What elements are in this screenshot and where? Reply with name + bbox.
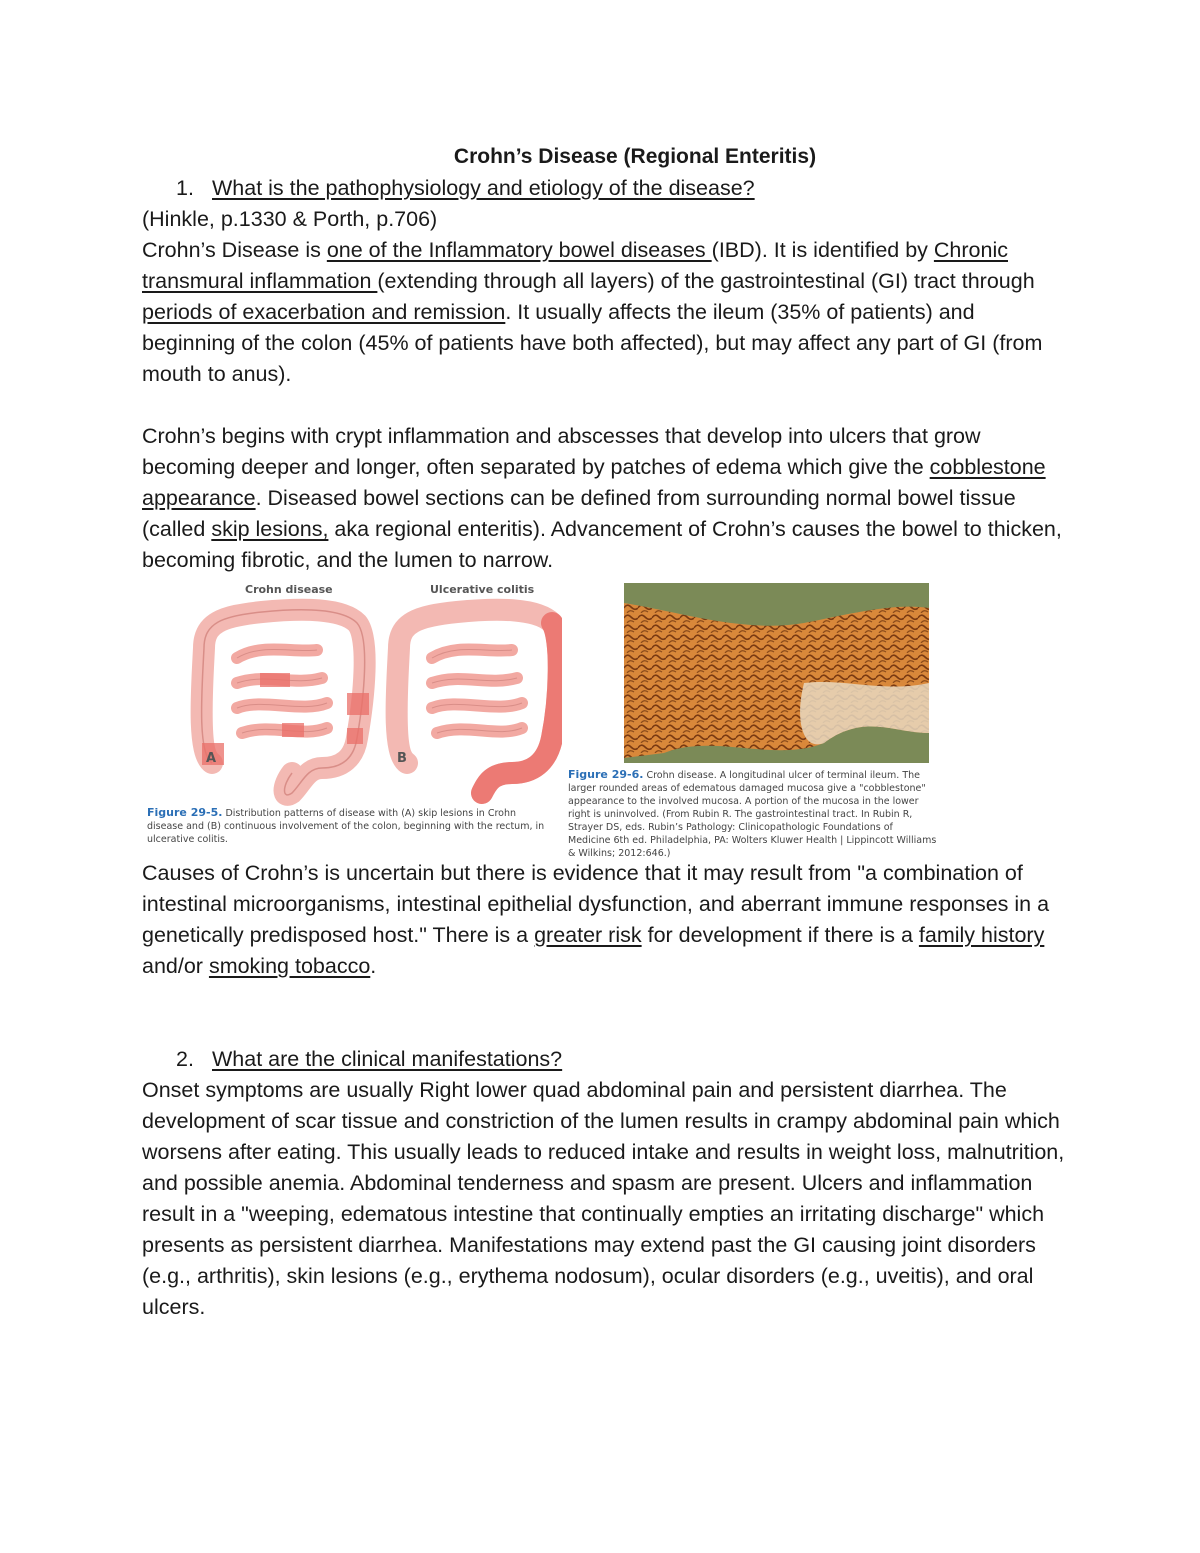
paragraph-progression bbox=[142, 421, 1072, 576]
figure-29-5-number: Figure 29-5. bbox=[147, 806, 223, 819]
document-title: Crohn’s Disease (Regional Enteritis) bbox=[453, 145, 817, 168]
question-2 bbox=[176, 1044, 562, 1075]
section-1-causes bbox=[142, 858, 1072, 982]
question-1 bbox=[176, 173, 755, 204]
figure-29-6-caption bbox=[568, 768, 938, 860]
marker-a: A bbox=[206, 751, 217, 766]
photo-illustration bbox=[624, 583, 929, 763]
text-run: . It usually affects the ileum (35% of patients) and beginning of the colon (45% of patients have both affected), but may affect any part of GI (from mouth to anus). bbox=[142, 300, 1043, 386]
lesion-mark bbox=[347, 728, 363, 744]
section-1-body bbox=[142, 204, 1072, 576]
text-run: for development if there is a bbox=[641, 923, 919, 947]
underlined-cobblestone: cobblestone appearance bbox=[142, 455, 1046, 510]
text-run: . Diseased bowel sections can be defined from surrounding normal bowel tissue (called bbox=[142, 486, 1016, 541]
question-2-number: 2. bbox=[176, 1047, 194, 1071]
text-run: (extending through all layers) of the gastrointestinal (GI) tract through bbox=[377, 269, 1035, 293]
reference-line: (Hinkle, p.1330 & Porth, p.706) bbox=[142, 207, 438, 231]
paragraph-manifestations: Onset symptoms are usually Right lower quad abdominal pain and persistent diarrhea. The development of scar tissue and constriction of the lumen results in crampy abdominal pain which worsens after eating. This usually leads to reduced intake and results in weight loss, malnutrition, and possible anemia. Abdominal tenderness and spasm are present. Ulcers and inflammation result in a "weeping, edematous intestine that continually empties an irritating discharge" which presents as persistent diarrhea. Manifestations may extend past the GI causing joint disorders (e.g., arthritis), skin lesions (e.g., erythema nodosum), ocular disorders (e.g., uveitis), and oral ulcers. bbox=[142, 1078, 1065, 1319]
text-run: and/or bbox=[142, 954, 209, 978]
figure-cobblestone-photo bbox=[565, 580, 945, 859]
question-1-number: 1. bbox=[176, 176, 194, 200]
text-run: Crohn’s Disease is bbox=[142, 238, 327, 262]
question-2-text: What are the clinical manifestations? bbox=[212, 1047, 563, 1071]
text-run: Crohn’s begins with crypt inflammation and abscesses that develop into ulcers that grow becoming deeper and longer, often separated by patches of edema which give the bbox=[142, 424, 981, 479]
text-run: (IBD). It is identified by bbox=[711, 238, 934, 262]
underlined-transmural: Chronic transmural inflammation bbox=[142, 238, 1008, 293]
ileum-photo bbox=[624, 583, 929, 763]
lesion-mark bbox=[260, 673, 290, 687]
underlined-exacerbation: periods of exacerbation and remission bbox=[142, 300, 506, 324]
figure-29-6-number: Figure 29-6. bbox=[568, 768, 644, 781]
text-run: aka regional enteritis). Advancement of Crohn’s causes the bowel to thicken, becoming fibrotic, and the lumen to narrow. bbox=[142, 517, 1062, 572]
figure-29-5-text: Distribution patterns of disease with (A) skip lesions in Crohn disease and (B) continuous involvement of the colon, beginning with the rectum, in ulcerative colitis. bbox=[147, 808, 545, 845]
lesion-mark bbox=[347, 693, 369, 715]
lesion-mark bbox=[282, 723, 304, 737]
label-ulcerative-colitis: Ulcerative colitis bbox=[430, 583, 535, 596]
underlined-skip-lesions: skip lesions, bbox=[211, 517, 329, 541]
crohn-colon bbox=[202, 610, 369, 795]
ulcerative-colitis-colon bbox=[397, 610, 559, 793]
marker-b: B bbox=[397, 751, 407, 766]
underlined-family-history: family history bbox=[918, 923, 1045, 947]
text-run: Causes of Crohn’s is uncertain but there is evidence that it may result from "a combination of intestinal microorganisms, intestinal epithelial dysfunction, and aberrant immune responses in a genetically predisposed host." There is a bbox=[142, 861, 1050, 947]
section-2-body bbox=[142, 1075, 1072, 1323]
figure-distribution-patterns bbox=[142, 578, 562, 853]
paragraph-ibd-definition bbox=[142, 235, 1072, 390]
colon-illustration bbox=[142, 578, 562, 808]
label-crohn-disease: Crohn disease bbox=[245, 583, 333, 596]
paragraph-causes bbox=[142, 858, 1072, 982]
text-run: . bbox=[370, 954, 377, 978]
underlined-ibd: one of the Inflammatory bowel diseases bbox=[326, 238, 712, 262]
underlined-smoking-tobacco: smoking tobacco bbox=[208, 954, 371, 978]
figure-29-5-caption bbox=[147, 806, 552, 846]
underlined-greater-risk: greater risk bbox=[534, 923, 642, 947]
figure-29-6-text: Crohn disease. A longitudinal ulcer of terminal ileum. The larger rounded areas of edematous damaged mucosa give a "cobblestone" appearance to the involved mucosa. A portion of the mucosa in the lower right is uninvolved. (From Rubin R. The gastrointestinal tract. In Rubin R, Strayer DS, eds. Rubin’s Pathology: Clinicopathologic Foundations of Medicine 6th ed. Philadelphia, PA: Wolters Kluwer Health | Lippincott Williams & Wilkins; 2012:646.) bbox=[568, 770, 937, 859]
question-1-text: What is the pathophysiology and etiology of the disease? bbox=[212, 176, 755, 200]
